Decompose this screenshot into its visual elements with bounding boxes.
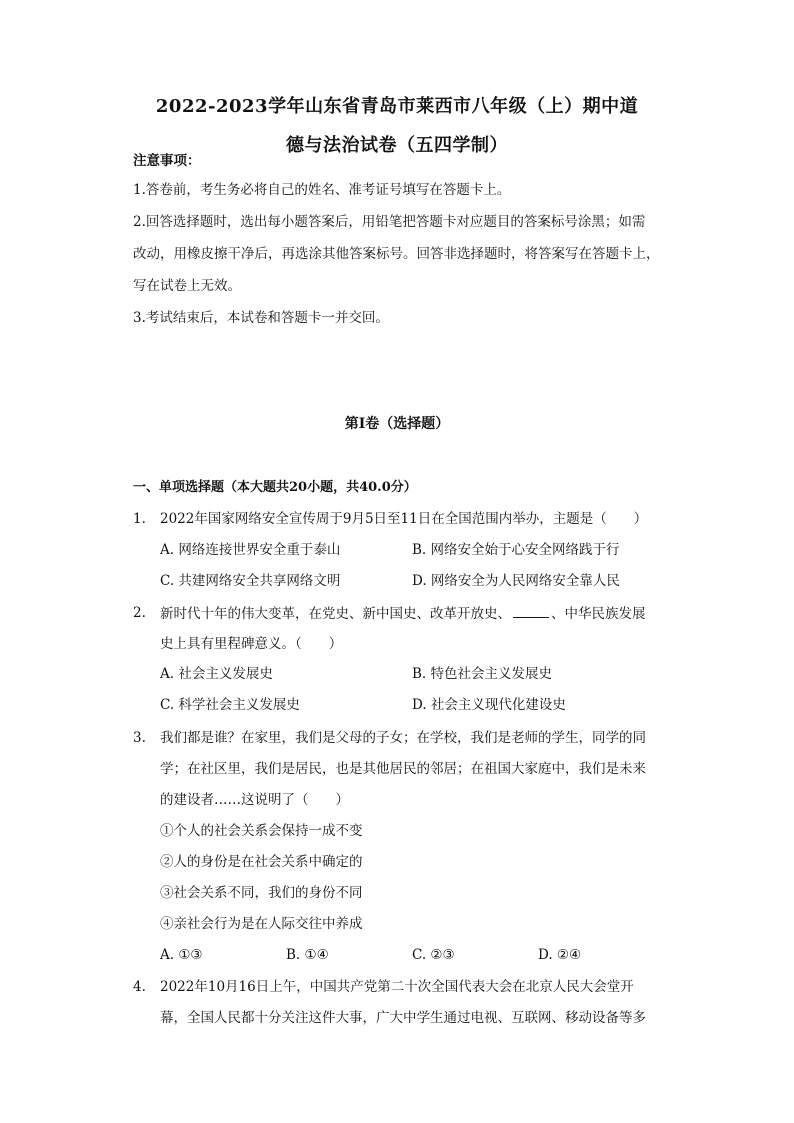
notice-heading: 注意事项：: [133, 153, 201, 169]
question-1-text: 2022年国家网络安全宣传周于9月5日至11日在全国范围内举办，主题是（ ）: [160, 511, 648, 527]
question-3-text-line-1: 我们都是谁？在家里，我们是父母的子女；在学校，我们是老师的学生，同学的同: [160, 730, 646, 746]
question-2-text-line-2: 史上具有里程碑意义。（ ）: [160, 636, 343, 652]
notice-item-3: 3.考试结束后，本试卷和答题卡一并交回。: [133, 310, 389, 326]
question-3-statement-3: ③社会关系不同，我们的身份不同: [160, 885, 363, 901]
question-3-statement-2: ②人的身份是在社会关系中确定的: [160, 854, 363, 870]
question-2-text-line-1: [160, 603, 646, 624]
question-4-number: 4.: [133, 979, 146, 995]
question-1-option-d[interactable]: D. 网络安全为人民网络安全靠人民: [412, 573, 620, 589]
question-2-text-pre: 新时代十年的伟大变革，在党史、新中国史、改革开放史、: [160, 606, 511, 622]
part-heading: 第I卷（选择题）: [344, 416, 450, 432]
question-2-text-post: 、中华民族发展: [551, 606, 646, 622]
question-2-blank: [513, 603, 549, 618]
question-3-text-line-2: 学；在社区里，我们是居民，也是其他居民的邻居；在祖国大家庭中，我们是未来: [160, 761, 646, 777]
question-1-number: 1.: [133, 511, 146, 527]
question-3-text-line-3: 的建设者……这说明了（ ）: [160, 792, 349, 808]
exam-title-line-1: 2022-2023学年山东省青岛市莱西市八年级（上）期中道: [155, 96, 639, 117]
question-2-number: 2.: [133, 605, 146, 621]
question-3-option-d[interactable]: D. ②④: [538, 947, 582, 963]
question-3-number: 3.: [133, 730, 146, 746]
question-3-statement-1: ①个人的社会关系会保持一成不变: [160, 823, 363, 839]
question-4-text-line-2: 幕，全国人民都十分关注这件大事，广大中学生通过电视、互联网、移动设备等多: [160, 1010, 646, 1026]
question-3-option-b[interactable]: B. ①④: [286, 947, 329, 963]
exam-title-line-2: 德与法治试卷（五四学制）: [286, 135, 508, 156]
notice-item-2-cont: 改动，用橡皮擦干净后，再选涂其他答案标号。回答非选择题时，将答案写在答题卡上，: [133, 246, 660, 262]
question-1-option-a[interactable]: A. 网络连接世界安全重于泰山: [160, 542, 341, 558]
question-2-option-d[interactable]: D. 社会主义现代化建设史: [412, 697, 566, 713]
question-3-statement-4: ④亲社会行为是在人际交往中养成: [160, 916, 363, 932]
question-3-option-a[interactable]: A. ①③: [160, 947, 203, 963]
question-4-text-line-1: 2022年10月16日上午，中国共产党第二十次全国代表大会在北京人民大会堂开: [160, 979, 634, 995]
question-2-option-b[interactable]: B. 特色社会主义发展史: [412, 666, 553, 682]
question-1-option-c[interactable]: C. 共建网络安全共享网络文明: [160, 573, 341, 589]
question-3-option-c[interactable]: C. ②③: [412, 947, 455, 963]
notice-item-2-end: 写在试卷上无效。: [133, 278, 241, 294]
question-2-option-a[interactable]: A. 社会主义发展史: [160, 666, 273, 682]
question-1-option-b[interactable]: B. 网络安全始于心安全网络践于行: [412, 542, 620, 558]
notice-item-2: 2.回答选择题时，选出每小题答案后，用铅笔把答题卡对应题目的答案标号涂黑；如需: [133, 214, 646, 230]
notice-item-1: 1.答卷前，考生务必将自己的姓名、准考证号填写在答题卡上。: [133, 182, 511, 198]
question-2-option-c[interactable]: C. 科学社会主义发展史: [160, 697, 300, 713]
section-heading: 一、单项选择题（本大题共20小题，共40.0分）: [133, 480, 417, 495]
